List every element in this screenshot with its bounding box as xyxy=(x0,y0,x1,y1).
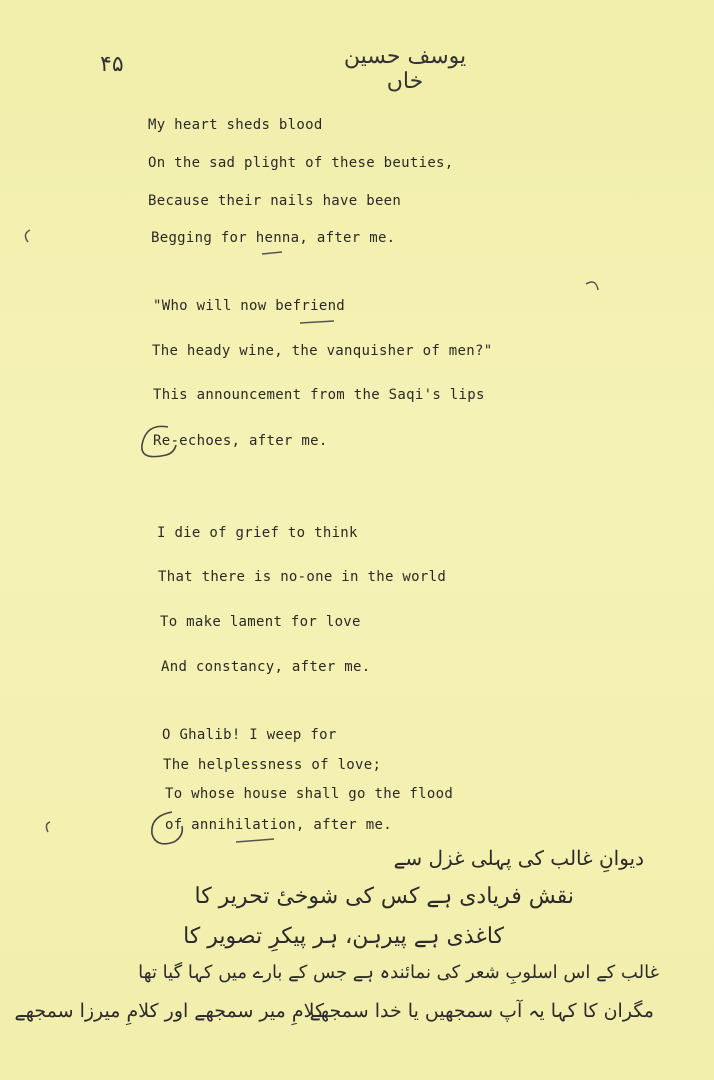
poem-line: To make lament for love xyxy=(160,614,361,630)
poem-line: I die of grief to think xyxy=(157,525,358,541)
poem-line: O Ghalib! I weep for xyxy=(162,727,337,743)
urdu-quote-left: مگران کا کہا یہ آپ سمجھیں یا خدا سمجھے xyxy=(309,1000,654,1022)
urdu-note-heading: دیوانِ غالب کی پہلی غزل سے xyxy=(393,846,644,870)
underline-mark xyxy=(300,321,334,323)
poem-line: Because their nails have been xyxy=(148,193,402,209)
page-number: ۴۵ xyxy=(100,52,124,77)
poem-line: "Who will now befriend xyxy=(153,298,346,314)
margin-mark xyxy=(586,282,598,290)
poem-line: On the sad plight of these beuties, xyxy=(148,155,454,171)
underline-mark xyxy=(262,252,282,254)
poem-line: Begging for henna, after me. xyxy=(151,230,396,246)
poem-line: And constancy, after me. xyxy=(161,659,371,675)
poem-line: The heady wine, the vanquisher of men?" xyxy=(152,343,493,359)
poem-line: Re-echoes, after me. xyxy=(153,433,328,449)
circle-mark xyxy=(152,812,183,844)
urdu-verse-line: نقش فریادی ہے کس کی شوخیٔ تحریر کا xyxy=(194,884,574,909)
poem-line: The helplessness of love; xyxy=(163,757,382,773)
page-header-author: یوسف حسین خاں xyxy=(343,44,467,94)
urdu-comment-line: غالب کے اس اسلوبِ شعر کی نمائندہ ہے جس کے بارے میں کہا گیا تھا xyxy=(138,962,659,983)
poem-line: of annihilation, after me. xyxy=(165,817,392,833)
underline-mark xyxy=(236,839,274,842)
margin-mark xyxy=(25,230,30,242)
poem-line: That there is no-one in the world xyxy=(158,569,447,585)
urdu-quote-right: کلامِ میر سمجھے اور کلامِ میرزا سمجھے xyxy=(14,1000,324,1022)
margin-mark xyxy=(46,822,50,832)
urdu-verse-line: کاغذی ہے پیرہن، ہر پیکرِ تصویر کا xyxy=(183,924,504,949)
poem-line: This announcement from the Saqi's lips xyxy=(153,387,485,403)
circle-mark xyxy=(142,426,176,456)
poem-line: My heart sheds blood xyxy=(148,117,323,133)
poem-line: To whose house shall go the flood xyxy=(165,786,454,802)
